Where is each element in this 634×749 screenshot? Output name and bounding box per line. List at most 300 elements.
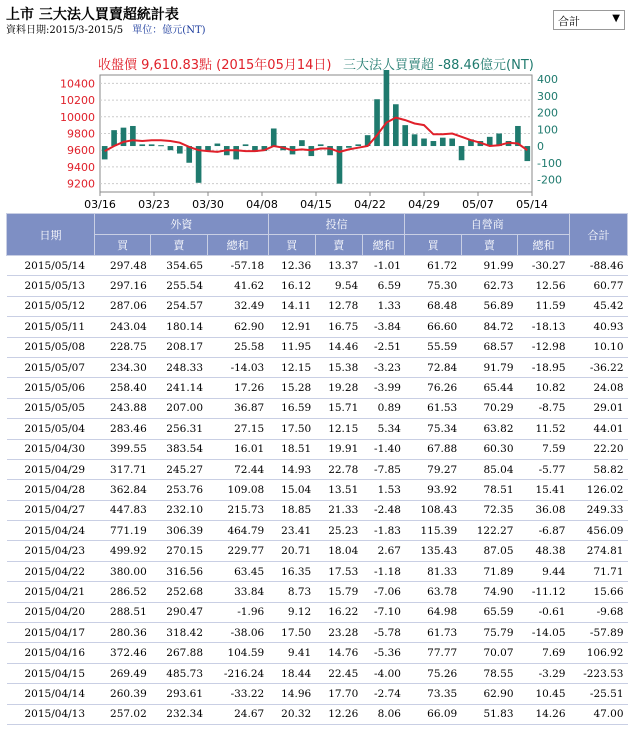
row-cell: 17.50: [268, 623, 315, 643]
row-cell: 17.53: [315, 561, 362, 581]
row-cell: 65.59: [461, 602, 517, 622]
row-date: 2015/04/16: [7, 643, 95, 663]
row-cell: -57.18: [207, 256, 268, 276]
row-cell: 9.44: [518, 561, 570, 581]
row-cell: -1.40: [362, 439, 405, 459]
row-cell: -8.75: [518, 398, 570, 418]
row-cell: 91.99: [461, 256, 517, 276]
table-row: [7, 276, 628, 296]
row-cell: 447.83: [95, 500, 151, 520]
row-cell: -2.74: [362, 684, 405, 704]
row-cell: 7.69: [518, 643, 570, 663]
row-cell: -4.00: [362, 663, 405, 683]
row-cell: 76.26: [405, 378, 461, 398]
row-cell: 316.56: [151, 561, 207, 581]
row-cell: 61.72: [405, 256, 461, 276]
net-bar: [271, 128, 277, 146]
table-row: [7, 357, 628, 377]
row-cell: 5.34: [362, 419, 405, 439]
row-cell: 74.90: [461, 582, 517, 602]
row-cell: 45.42: [570, 296, 628, 316]
row-cell: 75.30: [405, 276, 461, 296]
right-tick-label: 300: [537, 89, 558, 103]
row-cell: 297.48: [95, 256, 151, 276]
table-row: [7, 643, 628, 663]
table-row: [7, 541, 628, 561]
row-cell: 68.57: [461, 337, 517, 357]
row-cell: 17.70: [315, 684, 362, 704]
table-row: [7, 256, 628, 276]
row-cell: 62.73: [461, 276, 517, 296]
data-date-range: [6, 21, 206, 36]
net-bar: [177, 146, 183, 154]
row-cell: 14.11: [268, 296, 315, 316]
row-cell: 79.27: [405, 459, 461, 479]
table-row: [7, 317, 628, 337]
table-row: [7, 459, 628, 479]
row-date: 2015/04/23: [7, 541, 95, 561]
row-cell: 14.93: [268, 459, 315, 479]
row-cell: -3.99: [362, 378, 405, 398]
row-cell: 248.33: [151, 357, 207, 377]
row-cell: -5.36: [362, 643, 405, 663]
row-cell: 290.47: [151, 602, 207, 622]
row-cell: 15.71: [315, 398, 362, 418]
row-date: 2015/04/17: [7, 623, 95, 643]
row-cell: 243.88: [95, 398, 151, 418]
row-date: 2015/05/04: [7, 419, 95, 439]
row-cell: 16.59: [268, 398, 315, 418]
table-row: [7, 480, 628, 500]
row-cell: 464.79: [207, 521, 268, 541]
row-cell: 1.53: [362, 480, 405, 500]
row-cell: 61.73: [405, 623, 461, 643]
row-cell: 75.26: [405, 663, 461, 683]
row-cell: -7.06: [362, 582, 405, 602]
row-cell: 55.59: [405, 337, 461, 357]
row-cell: 252.68: [151, 582, 207, 602]
row-cell: 288.51: [95, 602, 151, 622]
row-cell: 11.59: [518, 296, 570, 316]
table-row: [7, 500, 628, 520]
row-cell: 14.76: [315, 643, 362, 663]
row-cell: 106.92: [570, 643, 628, 663]
row-cell: 66.09: [405, 704, 461, 724]
row-cell: 15.41: [518, 480, 570, 500]
row-cell: -7.85: [362, 459, 405, 479]
page-title: 上市 三大法人買賣超統計表: [6, 7, 179, 23]
row-cell: 274.81: [570, 541, 628, 561]
col-foreign-net: 總和: [207, 235, 268, 256]
row-cell: 23.41: [268, 521, 315, 541]
row-cell: 12.26: [315, 704, 362, 724]
row-cell: -38.06: [207, 623, 268, 643]
row-cell: 14.96: [268, 684, 315, 704]
row-cell: -36.22: [570, 357, 628, 377]
row-cell: -3.29: [518, 663, 570, 683]
right-tick-label: -100: [537, 156, 562, 170]
row-cell: 270.15: [151, 541, 207, 561]
left-tick-label: 10000: [60, 110, 95, 124]
row-date: 2015/04/28: [7, 480, 95, 500]
row-cell: -3.84: [362, 317, 405, 337]
row-cell: 253.76: [151, 480, 207, 500]
row-cell: 16.75: [315, 317, 362, 337]
row-cell: 22.20: [570, 439, 628, 459]
net-bar: [299, 140, 305, 146]
row-cell: -5.78: [362, 623, 405, 643]
table-row: [7, 561, 628, 581]
row-cell: 40.93: [570, 317, 628, 337]
row-cell: 249.33: [570, 500, 628, 520]
row-date: 2015/05/07: [7, 357, 95, 377]
net-bar: [355, 144, 361, 146]
row-cell: 22.78: [315, 459, 362, 479]
row-cell: 11.95: [268, 337, 315, 357]
row-cell: 293.61: [151, 684, 207, 704]
row-cell: 93.92: [405, 480, 461, 500]
row-cell: 232.34: [151, 704, 207, 724]
table-row: [7, 398, 628, 418]
net-bar: [233, 146, 239, 159]
net-bar: [215, 144, 221, 147]
row-cell: 72.84: [405, 357, 461, 377]
row-cell: 12.15: [315, 419, 362, 439]
row-cell: 23.28: [315, 623, 362, 643]
row-cell: 318.42: [151, 623, 207, 643]
row-cell: 63.78: [405, 582, 461, 602]
x-tick-label: 05/07: [462, 198, 494, 211]
row-cell: 68.48: [405, 296, 461, 316]
row-cell: 18.04: [315, 541, 362, 561]
net-bar: [149, 144, 155, 146]
row-cell: 81.33: [405, 561, 461, 581]
row-cell: 60.30: [461, 439, 517, 459]
row-cell: 456.09: [570, 521, 628, 541]
row-cell: 297.16: [95, 276, 151, 296]
row-cell: 10.10: [570, 337, 628, 357]
table-row: [7, 582, 628, 602]
left-tick-label: 9600: [67, 144, 95, 158]
row-cell: 399.55: [95, 439, 151, 459]
col-date: 日期: [7, 214, 95, 256]
row-cell: 8.73: [268, 582, 315, 602]
row-cell: 256.31: [151, 419, 207, 439]
net-bar: [384, 70, 390, 146]
row-cell: -2.51: [362, 337, 405, 357]
row-cell: 2.67: [362, 541, 405, 561]
left-tick-label: 10400: [60, 77, 95, 91]
left-tick-label: 10200: [60, 94, 95, 108]
col-trust-buy: 買: [268, 235, 315, 256]
row-cell: 255.54: [151, 276, 207, 296]
row-cell: 41.62: [207, 276, 268, 296]
row-cell: 243.04: [95, 317, 151, 337]
row-cell: 241.14: [151, 378, 207, 398]
row-date: 2015/04/20: [7, 602, 95, 622]
row-cell: -5.77: [518, 459, 570, 479]
net-bar: [327, 146, 333, 155]
net-bar: [168, 146, 174, 150]
net-bar: [431, 141, 437, 146]
row-cell: 12.15: [268, 357, 315, 377]
row-cell: 77.77: [405, 643, 461, 663]
row-cell: 215.73: [207, 500, 268, 520]
row-cell: 16.12: [268, 276, 315, 296]
row-cell: 91.79: [461, 357, 517, 377]
institutional-table: [6, 213, 628, 725]
row-cell: 85.04: [461, 459, 517, 479]
unit-label: 單位：億元(NT): [132, 25, 206, 36]
x-tick-label: 04/08: [246, 198, 278, 211]
row-date: 2015/04/15: [7, 663, 95, 683]
right-tick-label: 0: [537, 140, 544, 154]
net-title: 三大法人買賣超 -88.46億元(NT): [343, 58, 534, 73]
row-cell: 13.37: [315, 256, 362, 276]
row-cell: 229.77: [207, 541, 268, 561]
row-cell: 75.34: [405, 419, 461, 439]
net-bar: [243, 144, 249, 146]
row-cell: 36.87: [207, 398, 268, 418]
row-cell: -1.96: [207, 602, 268, 622]
row-cell: 78.51: [461, 480, 517, 500]
row-cell: 22.45: [315, 663, 362, 683]
net-bar: [318, 144, 324, 146]
row-date: 2015/04/24: [7, 521, 95, 541]
row-date: 2015/04/30: [7, 439, 95, 459]
row-date: 2015/04/21: [7, 582, 95, 602]
row-cell: 372.46: [95, 643, 151, 663]
col-trust-net: 總和: [362, 235, 405, 256]
row-cell: 15.28: [268, 378, 315, 398]
row-cell: 29.01: [570, 398, 628, 418]
table-row: [7, 419, 628, 439]
row-cell: 485.73: [151, 663, 207, 683]
row-cell: 73.35: [405, 684, 461, 704]
row-date: 2015/05/12: [7, 296, 95, 316]
row-cell: 44.01: [570, 419, 628, 439]
row-cell: 25.58: [207, 337, 268, 357]
x-tick-label: 03/23: [138, 198, 170, 211]
row-cell: 286.52: [95, 582, 151, 602]
row-date: 2015/04/22: [7, 561, 95, 581]
row-cell: 71.71: [570, 561, 628, 581]
table-row: [7, 623, 628, 643]
row-date: 2015/05/13: [7, 276, 95, 296]
row-cell: -216.24: [207, 663, 268, 683]
row-cell: 269.49: [95, 663, 151, 683]
right-tick-label: 200: [537, 106, 558, 120]
row-cell: 9.54: [315, 276, 362, 296]
net-bar: [346, 146, 352, 148]
row-cell: 24.08: [570, 378, 628, 398]
row-cell: 228.75: [95, 337, 151, 357]
row-date: 2015/04/13: [7, 704, 95, 724]
row-cell: 63.82: [461, 419, 517, 439]
row-cell: -3.23: [362, 357, 405, 377]
net-bar: [196, 146, 202, 183]
table-row: [7, 704, 628, 724]
row-cell: 58.82: [570, 459, 628, 479]
row-cell: 12.91: [268, 317, 315, 337]
row-cell: 75.79: [461, 623, 517, 643]
row-cell: -11.12: [518, 582, 570, 602]
chevron-down-icon: ▼: [612, 13, 620, 24]
row-cell: 109.08: [207, 480, 268, 500]
row-cell: -1.83: [362, 521, 405, 541]
price-title: 收盤價 9,610.83點 (2015年05月14日): [98, 58, 332, 73]
row-cell: 18.85: [268, 500, 315, 520]
row-cell: -9.68: [570, 602, 628, 622]
row-cell: 71.89: [461, 561, 517, 581]
row-cell: 24.67: [207, 704, 268, 724]
row-cell: -14.03: [207, 357, 268, 377]
row-cell: 18.51: [268, 439, 315, 459]
row-cell: 180.14: [151, 317, 207, 337]
col-foreign-buy: 買: [95, 235, 151, 256]
net-bar: [412, 134, 418, 146]
row-cell: 104.59: [207, 643, 268, 663]
row-cell: 258.40: [95, 378, 151, 398]
row-cell: 135.43: [405, 541, 461, 561]
row-cell: 66.60: [405, 317, 461, 337]
row-cell: 0.89: [362, 398, 405, 418]
row-cell: 12.36: [268, 256, 315, 276]
x-tick-label: 04/15: [300, 198, 332, 211]
row-cell: -1.01: [362, 256, 405, 276]
row-cell: 72.35: [461, 500, 517, 520]
net-bar: [139, 144, 145, 146]
row-cell: 15.04: [268, 480, 315, 500]
row-cell: -33.22: [207, 684, 268, 704]
row-cell: 499.92: [95, 541, 151, 561]
row-cell: 19.91: [315, 439, 362, 459]
row-cell: -14.05: [518, 623, 570, 643]
table-body: [7, 256, 628, 725]
left-tick-label: 9800: [67, 127, 95, 141]
row-date: 2015/04/29: [7, 459, 95, 479]
row-cell: -1.18: [362, 561, 405, 581]
row-cell: 12.56: [518, 276, 570, 296]
col-total: 合計: [570, 214, 628, 256]
net-bar: [111, 130, 117, 146]
series-select[interactable]: [553, 10, 625, 30]
table-row: [7, 663, 628, 683]
row-cell: 14.46: [315, 337, 362, 357]
row-cell: 7.59: [518, 439, 570, 459]
table-row: [7, 521, 628, 541]
row-cell: 126.02: [570, 480, 628, 500]
row-cell: 108.43: [405, 500, 461, 520]
row-cell: 6.59: [362, 276, 405, 296]
row-cell: 383.54: [151, 439, 207, 459]
row-cell: 245.27: [151, 459, 207, 479]
row-cell: 12.78: [315, 296, 362, 316]
col-dealer-buy: 買: [405, 235, 461, 256]
row-cell: 17.50: [268, 419, 315, 439]
left-tick-label: 9200: [67, 177, 95, 191]
row-cell: 70.29: [461, 398, 517, 418]
net-bar: [459, 146, 465, 160]
col-trust-sell: 賣: [315, 235, 362, 256]
row-date: 2015/05/08: [7, 337, 95, 357]
row-cell: 15.66: [570, 582, 628, 602]
row-cell: 11.52: [518, 419, 570, 439]
row-cell: 122.27: [461, 521, 517, 541]
row-cell: 362.84: [95, 480, 151, 500]
table-row: [7, 684, 628, 704]
price-net-chart: [0, 52, 634, 212]
row-cell: 306.39: [151, 521, 207, 541]
col-foreign-sell: 賣: [151, 235, 207, 256]
row-cell: 13.51: [315, 480, 362, 500]
row-cell: 16.35: [268, 561, 315, 581]
row-cell: 9.12: [268, 602, 315, 622]
row-cell: 16.22: [315, 602, 362, 622]
table-row: [7, 337, 628, 357]
row-cell: 25.23: [315, 521, 362, 541]
col-dealer-sell: 賣: [461, 235, 517, 256]
row-cell: 354.65: [151, 256, 207, 276]
row-cell: -30.27: [518, 256, 570, 276]
row-cell: 33.84: [207, 582, 268, 602]
net-bar: [393, 104, 399, 146]
col-foreign: 外資: [95, 214, 269, 235]
row-cell: 208.17: [151, 337, 207, 357]
row-cell: 62.90: [461, 684, 517, 704]
col-dealer: 自營商: [405, 214, 570, 235]
row-cell: 267.88: [151, 643, 207, 663]
row-cell: -7.10: [362, 602, 405, 622]
row-cell: -57.89: [570, 623, 628, 643]
row-cell: 115.39: [405, 521, 461, 541]
row-cell: 67.88: [405, 439, 461, 459]
x-tick-label: 03/30: [192, 198, 224, 211]
row-cell: 27.15: [207, 419, 268, 439]
row-cell: 9.41: [268, 643, 315, 663]
table-row: [7, 296, 628, 316]
row-cell: -6.87: [518, 521, 570, 541]
table-row: [7, 602, 628, 622]
row-cell: 317.71: [95, 459, 151, 479]
row-cell: 47.00: [570, 704, 628, 724]
col-trust: 投信: [268, 214, 405, 235]
net-bar: [440, 138, 446, 146]
net-bar: [102, 146, 108, 159]
row-date: 2015/05/06: [7, 378, 95, 398]
row-cell: 380.00: [95, 561, 151, 581]
x-tick-label: 04/29: [408, 198, 440, 211]
row-cell: 60.77: [570, 276, 628, 296]
net-bar: [130, 126, 136, 146]
row-cell: -223.53: [570, 663, 628, 683]
row-cell: 257.02: [95, 704, 151, 724]
net-bar: [158, 145, 164, 146]
row-cell: 18.44: [268, 663, 315, 683]
row-cell: 8.06: [362, 704, 405, 724]
row-cell: -2.48: [362, 500, 405, 520]
row-cell: 20.32: [268, 704, 315, 724]
row-cell: 87.05: [461, 541, 517, 561]
row-cell: -25.51: [570, 684, 628, 704]
row-cell: 15.38: [315, 357, 362, 377]
net-bar: [449, 139, 455, 147]
row-cell: 56.89: [461, 296, 517, 316]
row-cell: 232.10: [151, 500, 207, 520]
row-cell: 771.19: [95, 521, 151, 541]
table-row: [7, 378, 628, 398]
row-date: 2015/05/05: [7, 398, 95, 418]
